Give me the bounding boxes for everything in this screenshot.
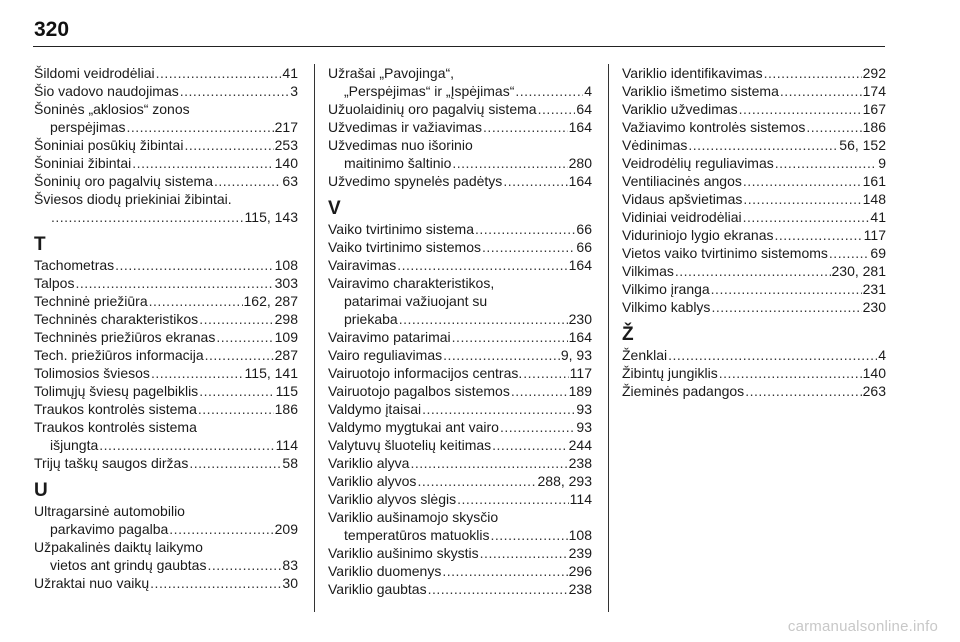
dot-leader bbox=[806, 118, 861, 136]
index-entry-page: 66 bbox=[576, 239, 592, 255]
index-entry-page: 56, 152 bbox=[839, 137, 886, 153]
index-entry-page: 66 bbox=[576, 221, 592, 237]
index-entry-term: Vairuotojo informacijos centras. bbox=[328, 365, 523, 381]
index-entry-term: Vairo reguliavimas bbox=[328, 347, 443, 363]
section-letter: Ž bbox=[622, 324, 634, 345]
dot-leader bbox=[126, 118, 273, 136]
index-entry bbox=[34, 436, 298, 454]
index-entry bbox=[622, 82, 886, 100]
index-entry-page: 69 bbox=[870, 245, 886, 261]
watermark: carmanualsonline.info bbox=[787, 618, 938, 635]
index-entry bbox=[328, 400, 592, 418]
index-entry-page: 238 bbox=[568, 581, 592, 597]
index-entry bbox=[622, 172, 886, 190]
index-entry bbox=[34, 292, 298, 310]
index-entry-term: Traukos kontrolės sistema bbox=[34, 401, 197, 417]
index-entry bbox=[34, 364, 298, 382]
index-entry bbox=[328, 364, 592, 382]
index-column-2 bbox=[328, 64, 592, 598]
index-entry bbox=[622, 208, 886, 226]
dot-leader bbox=[417, 472, 536, 490]
index-entry-term: Vaiko tvirtinimo sistema bbox=[328, 221, 475, 237]
dot-leader bbox=[207, 556, 281, 574]
index-entry-term: Šoniniai posūkių žibintai bbox=[34, 137, 184, 153]
index-entry-term: Tolimosios šviesos bbox=[34, 365, 150, 381]
index-entry-term: Šio vadovo naudojimas bbox=[34, 83, 179, 99]
index-entry-heading: Variklio aušinamojo skysčio bbox=[328, 509, 499, 525]
dot-leader bbox=[198, 400, 274, 418]
index-entry-page: 230 bbox=[568, 311, 592, 327]
index-entry-page: 238 bbox=[568, 455, 592, 471]
index-entry-page: 108 bbox=[274, 257, 298, 273]
index-entry-page: 93 bbox=[576, 401, 592, 417]
page-number: 320 bbox=[34, 18, 70, 41]
index-entry-page: 263 bbox=[862, 383, 886, 399]
index-entry bbox=[328, 82, 592, 100]
index-entry-page: 189 bbox=[568, 383, 592, 399]
index-entry bbox=[34, 64, 298, 82]
index-entry-term: Užvedimo spynelės padėtys bbox=[328, 173, 503, 189]
index-entry-page: 162, 287 bbox=[243, 293, 298, 309]
index-entry bbox=[328, 238, 592, 256]
dot-leader bbox=[149, 292, 243, 310]
index-entry bbox=[328, 454, 592, 472]
index-entry-term: Vidiniai veidrodėliai bbox=[622, 209, 742, 225]
index-entry-term: Užuolaidinių oro pagalvių sistema bbox=[328, 101, 537, 117]
index-entry-term: temperatūros matuoklis bbox=[344, 527, 490, 543]
index-entry bbox=[622, 226, 886, 244]
index-entry-term: Užvedimas ir važiavimas bbox=[328, 119, 483, 135]
index-entry-page: 164 bbox=[568, 173, 592, 189]
index-entry bbox=[328, 562, 592, 580]
index-entry-page: 148 bbox=[862, 191, 886, 207]
index-entry-page: 3 bbox=[290, 83, 298, 99]
index-entry bbox=[328, 172, 592, 190]
index-entry-page: 140 bbox=[274, 155, 298, 171]
index-entry-term: Vilkimo kablys bbox=[622, 299, 711, 315]
index-entry-term: vietos ant grindų gaubtas bbox=[50, 557, 207, 573]
index-entry-page: 41 bbox=[282, 65, 298, 81]
index-entry bbox=[34, 136, 298, 154]
dot-leader bbox=[452, 154, 567, 172]
dot-leader bbox=[711, 280, 862, 298]
index-entry-page: 4 bbox=[878, 347, 886, 363]
index-entry bbox=[328, 418, 592, 436]
dot-leader bbox=[775, 226, 863, 244]
section-letter: T bbox=[34, 234, 46, 255]
index-entry-page: 253 bbox=[274, 137, 298, 153]
dot-leader bbox=[482, 238, 575, 256]
index-entry bbox=[34, 574, 298, 592]
dot-leader bbox=[668, 346, 877, 364]
dot-leader bbox=[180, 82, 289, 100]
dot-leader bbox=[216, 328, 273, 346]
dot-leader bbox=[743, 190, 861, 208]
index-entry bbox=[622, 136, 886, 154]
index-entry-heading: Traukos kontrolės sistema bbox=[34, 419, 197, 435]
index-entry bbox=[622, 364, 886, 382]
index-entry-term: Tech. priežiūros informacija bbox=[34, 347, 204, 363]
index-entry-page: 292 bbox=[862, 65, 886, 81]
index-entry-page: 64 bbox=[576, 101, 592, 117]
dot-leader bbox=[745, 382, 861, 400]
index-entry-term: Variklio išmetimo sistema bbox=[622, 83, 779, 99]
index-entry-page: 209 bbox=[274, 521, 298, 537]
index-entry-heading: Ultragarsinė automobilio bbox=[34, 503, 185, 519]
index-entry bbox=[328, 328, 592, 346]
index-entry-term: Žieminės padangos bbox=[622, 383, 745, 399]
section-letter: V bbox=[328, 198, 341, 219]
index-entry bbox=[622, 262, 886, 280]
index-entry-page: 217 bbox=[274, 119, 298, 135]
index-entry-page: 4 bbox=[584, 83, 592, 99]
dot-leader bbox=[156, 64, 282, 82]
dot-leader bbox=[397, 256, 567, 274]
index-entry-term: Ventiliacinės angos bbox=[622, 173, 742, 189]
index-entry-heading: Šoninės „aklosios“ zonos bbox=[34, 101, 190, 117]
dot-leader bbox=[511, 382, 568, 400]
index-entry-term: Vilkimas bbox=[622, 263, 674, 279]
index-entry-term: Variklio alyvos slėgis bbox=[328, 491, 457, 507]
index-entry bbox=[328, 472, 592, 490]
index-entry-term: Valytuvų šluotelių keitimas bbox=[328, 437, 492, 453]
index-entry-term: Viduriniojo lygio ekranas bbox=[622, 227, 774, 243]
index-entry bbox=[34, 556, 298, 574]
index-entry-term: Vėdinimas bbox=[622, 137, 688, 153]
index-entry-page: 63 bbox=[282, 173, 298, 189]
index-entry bbox=[328, 544, 592, 562]
dot-leader bbox=[452, 328, 568, 346]
dot-leader bbox=[500, 418, 575, 436]
index-entry-term: Vilkimo įranga bbox=[622, 281, 710, 297]
index-entry bbox=[622, 118, 886, 136]
index-entry-term: Vairavimo patarimai bbox=[328, 329, 451, 345]
dot-leader bbox=[199, 382, 274, 400]
index-entry bbox=[622, 382, 886, 400]
dot-leader bbox=[764, 64, 862, 82]
dot-leader bbox=[739, 100, 862, 118]
index-entry bbox=[328, 154, 592, 172]
index-entry bbox=[328, 310, 592, 328]
dot-leader bbox=[775, 154, 877, 172]
index-entry-term: parkavimo pagalba bbox=[50, 521, 169, 537]
column-divider bbox=[608, 64, 609, 612]
dot-leader bbox=[99, 436, 274, 454]
index-entry-page: 114 bbox=[275, 437, 298, 453]
index-entry-term: Variklio gaubtas bbox=[328, 581, 427, 597]
index-entry-term: Ženklai bbox=[622, 347, 668, 363]
index-entry-heading: Užpakalinės daiktų laikymo bbox=[34, 539, 203, 555]
index-entry-heading: Užrašai „Pavojinga“, bbox=[328, 65, 455, 81]
index-entry bbox=[34, 256, 298, 274]
dot-leader bbox=[410, 454, 567, 472]
index-entry bbox=[34, 400, 298, 418]
index-entry-page: 140 bbox=[862, 365, 886, 381]
dot-leader bbox=[491, 526, 568, 544]
index-entry-page: 231 bbox=[862, 281, 886, 297]
index-entry-term: Variklio aušinimo skystis bbox=[328, 545, 479, 561]
index-entry bbox=[328, 346, 592, 364]
dot-leader bbox=[503, 172, 567, 190]
index-entry-term: Veidrodėlių reguliavimas bbox=[622, 155, 774, 171]
index-entry-term: Šoniniai žibintai bbox=[34, 155, 132, 171]
section-letter: U bbox=[34, 480, 48, 501]
header-rule bbox=[33, 46, 885, 47]
index-entry-page: 164 bbox=[568, 119, 592, 135]
index-entry-page: 244 bbox=[568, 437, 592, 453]
index-entry-page: 298 bbox=[274, 311, 298, 327]
index-entry-page: 115 bbox=[275, 383, 298, 399]
index-entry-term: Užraktai nuo vaikų bbox=[34, 575, 150, 591]
index-entry-page: 41 bbox=[870, 209, 886, 225]
index-entry-page: 9 bbox=[878, 155, 886, 171]
index-entry-term: Talpos bbox=[34, 275, 75, 291]
index-entry-page: 230, 281 bbox=[831, 263, 886, 279]
index-entry-page: 109 bbox=[274, 329, 298, 345]
index-entry bbox=[328, 382, 592, 400]
index-entry bbox=[622, 64, 886, 82]
dot-leader bbox=[150, 574, 281, 592]
index-entry bbox=[34, 82, 298, 100]
index-entry-page: 186 bbox=[274, 401, 298, 417]
index-entry-term: Vairavimas bbox=[328, 257, 397, 273]
index-entry-term: Techninės priežiūros ekranas bbox=[34, 329, 216, 345]
dot-leader bbox=[169, 520, 273, 538]
index-entry-term: Vaiko tvirtinimo sistemos bbox=[328, 239, 482, 255]
index-entry-term: Šoninių oro pagalvių sistema bbox=[34, 173, 213, 189]
index-entry bbox=[328, 490, 592, 508]
dot-leader bbox=[480, 544, 568, 562]
dot-leader bbox=[483, 118, 568, 136]
index-entry-term: Tolimųjų šviesų pagelbiklis bbox=[34, 383, 199, 399]
index-column-3 bbox=[622, 64, 886, 400]
index-entry-page: 288, 293 bbox=[537, 473, 592, 489]
dot-leader bbox=[399, 310, 568, 328]
dot-leader bbox=[719, 364, 862, 382]
index-entry-term: Vietos vaiko tvirtinimo sistemoms bbox=[622, 245, 828, 261]
index-entry-page: 167 bbox=[862, 101, 886, 117]
index-entry-page: 117 bbox=[863, 227, 886, 243]
index-entry-term: išjungta bbox=[50, 437, 99, 453]
index-entry-term: Šildomi veidrodėliai bbox=[34, 65, 155, 81]
dot-leader bbox=[443, 346, 560, 364]
index-entry bbox=[34, 274, 298, 292]
dot-leader bbox=[428, 580, 568, 598]
index-entry bbox=[622, 346, 886, 364]
index-entry-page: 239 bbox=[568, 545, 592, 561]
index-entry-page: 280 bbox=[568, 155, 592, 171]
index-entry bbox=[34, 310, 298, 328]
index-entry-term: Variklio alyva bbox=[328, 455, 410, 471]
dot-leader bbox=[475, 220, 575, 238]
dot-leader bbox=[457, 490, 569, 508]
index-entry-page: 164 bbox=[568, 329, 592, 345]
index-entry-page: 9, 93 bbox=[560, 347, 592, 363]
dot-leader bbox=[688, 136, 838, 154]
index-entry-term: Tachometras bbox=[34, 257, 115, 273]
index-entry bbox=[328, 220, 592, 238]
index-entry-term: Važiavimo kontrolės sistemos bbox=[622, 119, 806, 135]
index-entry bbox=[34, 328, 298, 346]
index-entry-page: 115, 143 bbox=[244, 209, 298, 225]
dot-leader bbox=[205, 346, 274, 364]
dot-leader bbox=[442, 562, 567, 580]
index-entry bbox=[328, 100, 592, 118]
index-entry-term: Vidaus apšvietimas bbox=[622, 191, 743, 207]
index-entry-page: 161 bbox=[862, 173, 886, 189]
dot-leader bbox=[492, 436, 567, 454]
dot-leader bbox=[523, 364, 568, 382]
index-entry-term: Žibintų jungiklis bbox=[622, 365, 718, 381]
dot-leader bbox=[743, 172, 862, 190]
index-entry-term: Vairuotojo pagalbos sistemos bbox=[328, 383, 510, 399]
dot-leader bbox=[743, 208, 870, 226]
index-entry-term: maitinimo šaltinio bbox=[344, 155, 452, 171]
dot-leader bbox=[829, 244, 870, 262]
dot-leader bbox=[115, 256, 273, 274]
index-entry-page: 108 bbox=[568, 527, 592, 543]
index-entry-heading: Užvedimas nuo išorinio bbox=[328, 137, 473, 153]
index-entry bbox=[622, 190, 886, 208]
index-entry-term: Valdymo mygtukai ant vairo bbox=[328, 419, 499, 435]
dot-leader bbox=[515, 82, 583, 100]
column-divider bbox=[314, 64, 315, 612]
index-entry-page: 93 bbox=[576, 419, 592, 435]
dot-leader bbox=[711, 298, 861, 316]
index-entry bbox=[34, 154, 298, 172]
index-entry-page: 230 bbox=[862, 299, 886, 315]
index-entry-term: Variklio užvedimas bbox=[622, 101, 738, 117]
index-entry-term: Variklio identifikavimas bbox=[622, 65, 763, 81]
index-entry-term: Variklio alyvos bbox=[328, 473, 417, 489]
index-entry bbox=[622, 100, 886, 118]
index-entry-page: 296 bbox=[568, 563, 592, 579]
index-entry bbox=[34, 520, 298, 538]
dot-leader bbox=[132, 154, 273, 172]
dot-leader bbox=[151, 364, 244, 382]
dot-leader bbox=[184, 136, 273, 154]
index-entry bbox=[328, 118, 592, 136]
dot-leader bbox=[51, 208, 244, 226]
index-entry-heading: patarimai važiuojant su bbox=[344, 293, 488, 309]
index-entry-page: 30 bbox=[282, 575, 298, 591]
index-entry bbox=[622, 280, 886, 298]
index-entry bbox=[34, 208, 298, 226]
index-entry-page: 114 bbox=[569, 491, 592, 507]
index-entry-page: 58 bbox=[282, 455, 298, 471]
index-entry-heading: Vairavimo charakteristikos, bbox=[328, 275, 495, 291]
index-entry bbox=[328, 256, 592, 274]
index-entry bbox=[622, 154, 886, 172]
index-entry-page: 115, 141 bbox=[244, 365, 298, 381]
index-entry-term: „Perspėjimas“ ir „Įspėjimas“ bbox=[344, 83, 515, 99]
index-entry-term: perspėjimas bbox=[50, 119, 126, 135]
dot-leader bbox=[75, 274, 273, 292]
index-entry-page: 174 bbox=[862, 83, 886, 99]
dot-leader bbox=[189, 454, 281, 472]
index-entry-term: priekaba bbox=[344, 311, 398, 327]
index-column-1 bbox=[34, 64, 298, 592]
index-entry-page: 287 bbox=[274, 347, 298, 363]
index-entry-term: Techninė priežiūra bbox=[34, 293, 148, 309]
index-entry-page: 117 bbox=[569, 365, 592, 381]
index-entry-heading: Šviesos diodų priekiniai žibintai. bbox=[34, 191, 232, 207]
dot-leader bbox=[538, 100, 576, 118]
index-entry bbox=[34, 118, 298, 136]
index-entry-term: Techninės charakteristikos bbox=[34, 311, 199, 327]
index-entry-page: 164 bbox=[568, 257, 592, 273]
index-entry-page: 186 bbox=[862, 119, 886, 135]
index-entry bbox=[622, 298, 886, 316]
index-entry bbox=[34, 346, 298, 364]
index-entry bbox=[328, 436, 592, 454]
index-entry bbox=[34, 382, 298, 400]
dot-leader bbox=[780, 82, 862, 100]
index-entry bbox=[622, 244, 886, 262]
index-entry-term: Variklio duomenys bbox=[328, 563, 442, 579]
index-entry-page: 83 bbox=[282, 557, 298, 573]
dot-leader bbox=[422, 400, 575, 418]
dot-leader bbox=[675, 262, 831, 280]
index-entry-page: 303 bbox=[274, 275, 298, 291]
index-entry bbox=[328, 526, 592, 544]
index-entry-term: Valdymo įtaisai bbox=[328, 401, 422, 417]
dot-leader bbox=[199, 310, 273, 328]
dot-leader bbox=[214, 172, 281, 190]
index-entry bbox=[328, 580, 592, 598]
index-entry-term: Trijų taškų saugos diržas bbox=[34, 455, 189, 471]
index-entry bbox=[34, 172, 298, 190]
index-entry bbox=[34, 454, 298, 472]
